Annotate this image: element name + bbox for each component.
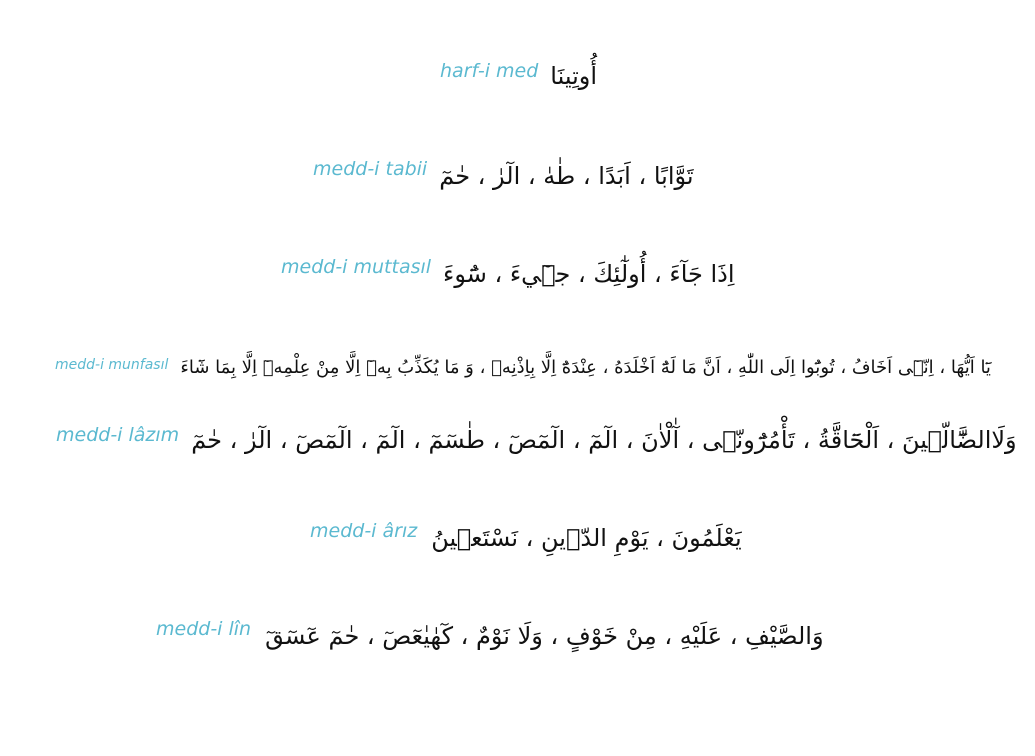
row-harf-i-med bbox=[440, 62, 597, 88]
row-medd-i-muttasil bbox=[281, 258, 735, 286]
row-medd-i-tabii bbox=[313, 160, 694, 188]
arabic-text: وَلَاالضَّٓالّٖينَ ، اَلْحَٓاقَّةُ ، تَأْمُرُٓونّٖى ، آٰلْاٰنَ ، الٓمٓ ، الٓمٓصٓ ، طٰسٓمٓ ، الٓمٓ ، الٓمٓصٓ ، الٓرٰ ، حٰمٓ bbox=[191, 426, 1017, 454]
arabic-text: وَالصَّيْفِ ، عَلَيْهِ ، مِنْ خَوْفٍ ، وَلَا نَوْمٌ ، كٓهٰيٰعٓصٓ ، حٰمٓ عٓسٓقٓ bbox=[265, 622, 824, 650]
arabic-text: يَٓا اَيُّهَا ، اِنّٖٓى اَخَافُ ، تُوبُٓوا اِلَى اللّٰهِ ، اَنَّ مَا لَهُٓ اَخْلَدَهُ ، عِنْدَهُٓ اِلَّا بِاِذْنِهٖ ، وَ مَا يُكَذِّبُ بِهٖٓ اِلَّا مِنْ عِلْمِهٖٓ اِلَّا بِمَا شَٓاءَ bbox=[180, 357, 991, 378]
arabic-text: اِذَا جَآءَ ، أُولٰٓئِكَ ، جٖٓيءَ ، سُٓوءَ bbox=[443, 260, 735, 288]
row-label: medd-i munfasıl bbox=[55, 357, 169, 373]
row-label: harf-i med bbox=[440, 60, 539, 82]
row-medd-i-munfasil bbox=[55, 358, 991, 377]
row-medd-i-ariz bbox=[310, 522, 742, 550]
row-label: medd-i lâzım bbox=[56, 424, 180, 446]
row-medd-i-lazim bbox=[56, 426, 1017, 452]
row-medd-i-lin bbox=[156, 620, 824, 648]
arabic-text: أُوتِينَا bbox=[550, 62, 598, 90]
arabic-text: تَوَّابًا ، اَبَدًا ، طٰهٰ ، الٓرٰ ، حٰمٓ bbox=[439, 162, 694, 190]
row-label: medd-i muttasıl bbox=[281, 256, 432, 278]
row-label: medd-i tabii bbox=[313, 158, 428, 180]
row-label: medd-i lîn bbox=[156, 618, 252, 640]
arabic-text: يَعْلَمُونَ ، يَوْمِ الدّٖينِ ، نَسْتَعٖينُ bbox=[431, 524, 742, 552]
row-label: medd-i ârız bbox=[310, 520, 418, 542]
